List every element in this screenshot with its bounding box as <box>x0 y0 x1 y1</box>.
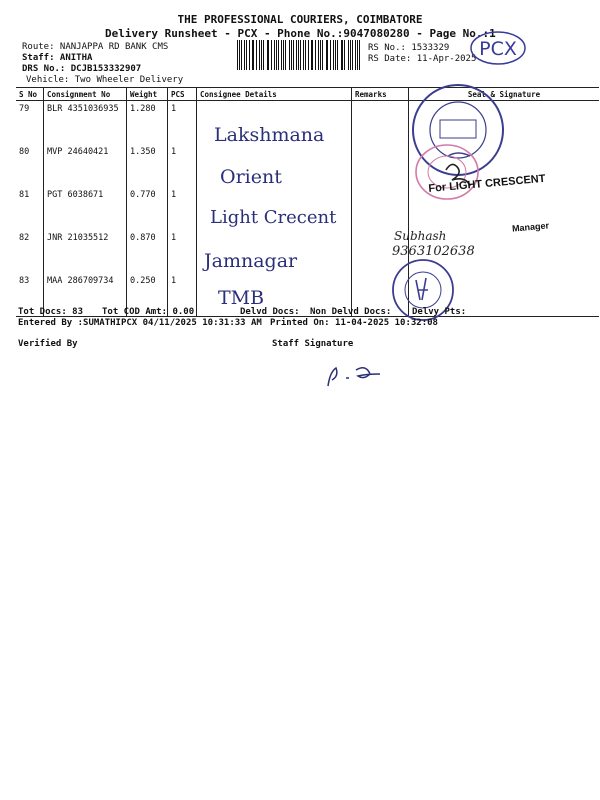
light-crescent-stamp: For LIGHT CRESCENT <box>428 172 546 195</box>
route-label: Route: NANJAPPA RD BANK CMS <box>22 42 169 52</box>
company-title: THE PROFESSIONAL COURIERS, COIMBATORE <box>177 13 423 26</box>
col-weight: Weight <box>127 88 168 101</box>
row-sno: 79 <box>19 104 30 114</box>
barcode-bar <box>263 40 264 70</box>
handwritten-consignee-4: Jamnagar <box>204 250 298 272</box>
barcode-bar <box>318 40 319 70</box>
barcode-bar <box>256 40 257 70</box>
barcode-bar <box>246 40 247 70</box>
rs-date: RS Date: 11-Apr-2025 <box>368 54 477 64</box>
row-pcs: 1 <box>168 101 197 145</box>
light-crescent-manager: Manager <box>511 220 550 234</box>
total-cod-amount: Tot COD Amt: 0.00 <box>102 307 195 317</box>
non-delivered-docs: Non Delvd Docs: <box>310 307 392 317</box>
row-remarks <box>352 101 409 145</box>
row-pcs: 1 <box>168 230 197 273</box>
row-sno: 83 <box>16 273 44 317</box>
entered-by: Entered By :SUMATHIPCX 04/11/2025 10:31:33 AM <box>18 318 262 328</box>
barcode-bar <box>259 40 260 70</box>
row-pcs: 1 <box>168 144 197 187</box>
row-consignment: JNR 21035512 <box>44 230 127 273</box>
row-weight: 0.870 <box>127 230 168 273</box>
staff-signature-label: Staff Signature <box>272 339 354 349</box>
handwritten-consignee-3: Light Crecent <box>210 207 337 228</box>
row-remarks <box>352 144 409 187</box>
barcode-bar <box>271 40 272 70</box>
barcode-bar <box>305 40 306 70</box>
drs-number: DRS No.: DCJB153332907 <box>22 64 142 74</box>
barcode-bar <box>326 40 327 70</box>
barcode-bar <box>293 40 294 70</box>
row-sno: 80 <box>19 147 30 157</box>
row-sno: 81 <box>19 190 30 200</box>
rs-number: RS No.: 1533329 <box>368 43 450 53</box>
barcode-bar <box>344 40 345 70</box>
pcx-stamp-text: PCX <box>479 38 517 60</box>
row-consignment: BLR 4351036935 <box>44 101 127 145</box>
barcode-bar <box>312 40 313 70</box>
table-row <box>16 230 599 273</box>
handwritten-consignee-2: Orient <box>220 166 282 188</box>
barcode-bar <box>281 40 282 70</box>
col-consignment: Consignment No <box>44 88 127 101</box>
staff-label: Staff: ANITHA <box>22 53 93 63</box>
barcode-bar <box>348 40 349 70</box>
col-remarks: Remarks <box>352 88 409 101</box>
barcode <box>237 40 363 70</box>
handwritten-consignee-1: Lakshmana <box>214 124 325 146</box>
barcode-bar <box>244 40 245 70</box>
row-weight: 0.250 <box>127 273 168 317</box>
row-remarks <box>352 187 409 230</box>
verified-by-label: Verified By <box>18 339 78 349</box>
barcode-bar <box>237 40 238 70</box>
row-weight: 1.280 <box>127 101 168 145</box>
row-weight: 0.770 <box>127 187 168 230</box>
handwritten-receiver-phone: 9363102638 <box>392 244 475 259</box>
barcode-bar <box>285 40 286 70</box>
col-consignee: Consignee Details <box>197 88 352 101</box>
runsheet-subtitle: Delivery Runsheet - PCX - Phone No.:9047080280 - Page No.:1 <box>105 27 496 40</box>
barcode-bar <box>359 40 360 70</box>
row-consignment: PGT 6038671 <box>44 187 127 230</box>
row-pcs: 1 <box>168 187 197 230</box>
vehicle-label: Vehicle: Two Wheeler Delivery <box>26 75 184 85</box>
barcode-bar <box>355 40 356 70</box>
runsheet-table <box>16 87 599 317</box>
row-weight: 1.350 <box>127 144 168 187</box>
row-consignment: MAA 286709734 <box>44 273 127 317</box>
barcode-bar <box>337 40 338 70</box>
col-seal-signature: Seal & Signature <box>409 88 600 101</box>
col-pcs: PCS <box>168 88 197 101</box>
handwritten-consignee-5: TMB <box>218 287 265 309</box>
handwritten-receiver-name: Subhash <box>394 229 447 243</box>
row-sno: 82 <box>19 233 30 243</box>
table-header-row <box>16 88 599 101</box>
printed-on: Printed On: 11-04-2025 10:32:08 <box>270 318 438 328</box>
delivered-docs: Delvd Docs: <box>240 307 300 317</box>
staff-signature-icon <box>322 360 398 392</box>
total-docs: Tot Docs: 83 <box>18 307 84 317</box>
row-consignment: MVP 24640421 <box>44 144 127 187</box>
barcode-bar <box>330 40 331 70</box>
pcx-stamp <box>468 28 528 68</box>
barcode-bar <box>278 40 279 70</box>
delivery-points: Delvy Pts: <box>412 307 467 317</box>
row-pcs: 1 <box>168 273 197 317</box>
barcode-bar <box>303 40 304 70</box>
col-sno: S No <box>16 88 44 101</box>
